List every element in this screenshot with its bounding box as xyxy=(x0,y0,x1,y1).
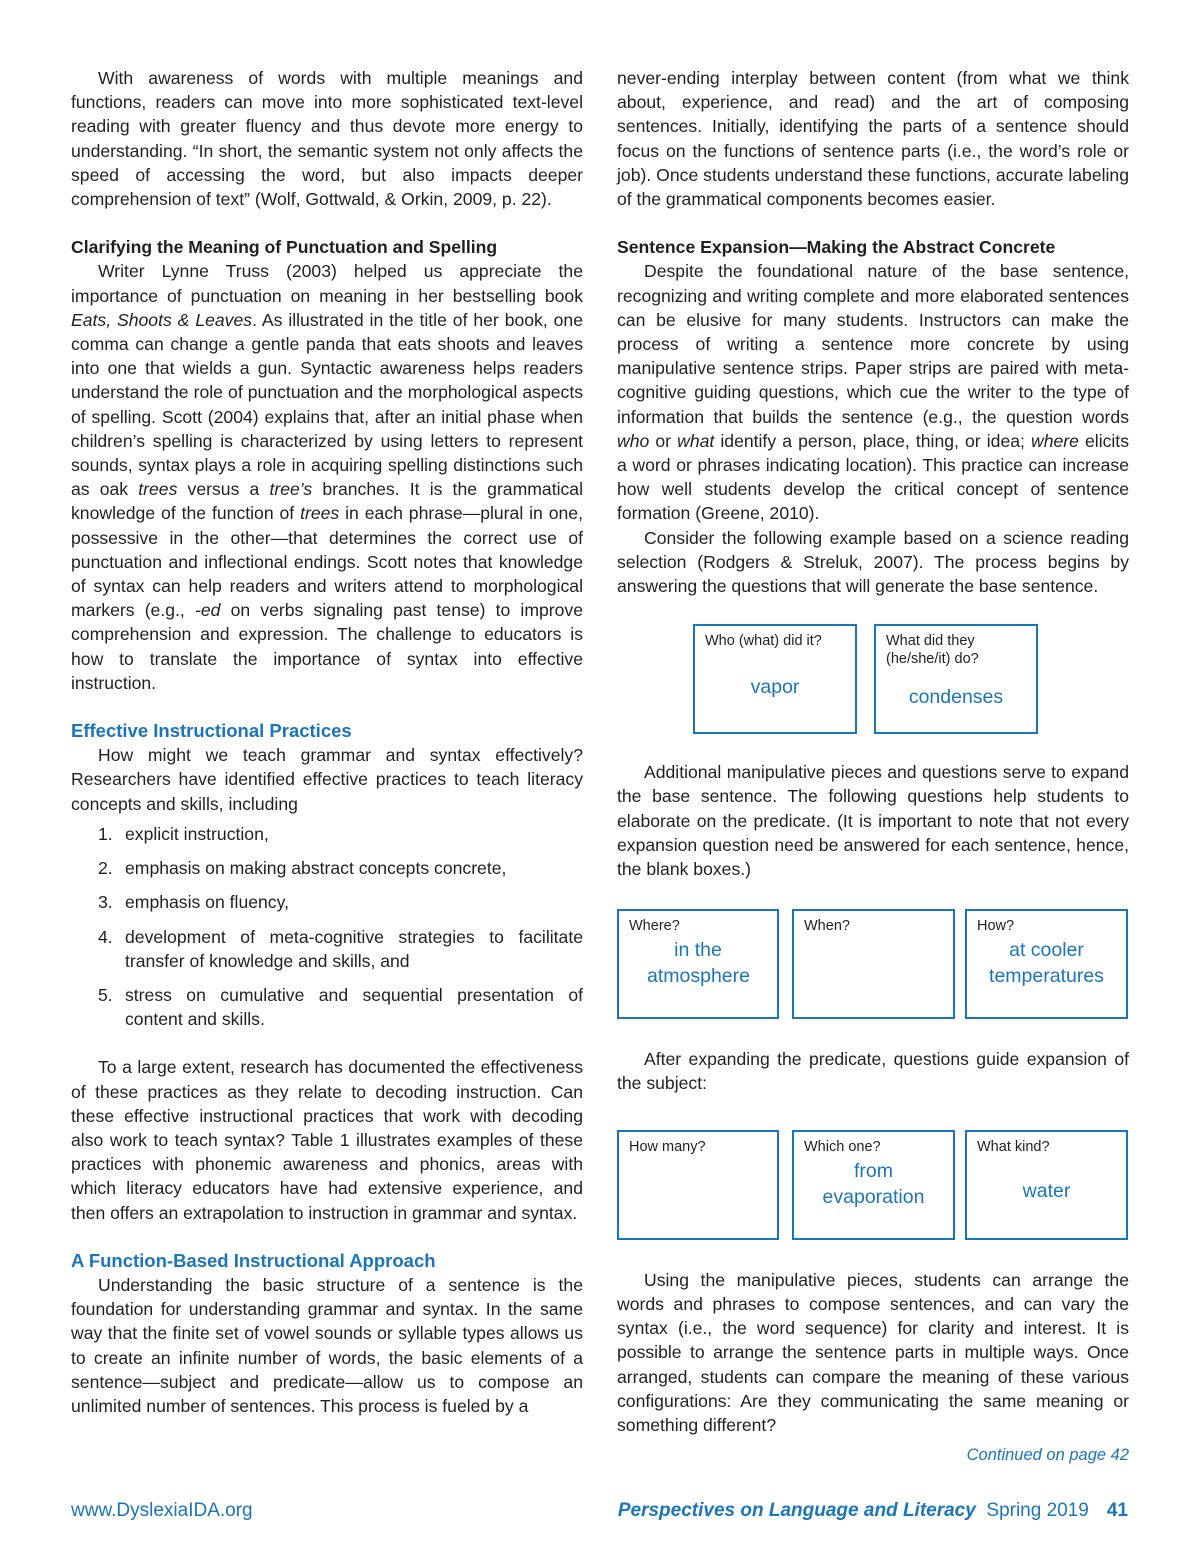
continued-note: Continued on page 42 xyxy=(966,1446,1129,1465)
section-heading: Sentence Expansion—Making the Abstract Concrete xyxy=(617,237,1056,258)
box-question: How many? xyxy=(629,1138,706,1155)
paragraph: Consider the following example based on a science reading selection (Rodgers & Streluk, 2007). The process begins by answering the questions that will generate the base sentence. xyxy=(617,527,1129,597)
paragraph: Writer Lynne Truss (2003) helped us appreciate the importance of punctuation on meaning in her bestselling book Eats, Shoots & Leaves. As illustrated in the title of her book, one comma can change a gentle panda that eats shoots and leaves into one that wields a gun. Syntactic awareness helps readers understand the role of punctuation and the morphological aspects of spelling. Scott (2004) explains that, after an initial phase when children’s spelling is characterized by using letters to represent sounds, syntax plays a role in acquiring spelling distinctions such as oak trees versus a tree’s branches. It is the grammatical knowledge of the function of trees in each phrase—plural in one, possessive in the other—that determines the correct use of punctuation and inflectional endings. Scott notes that knowledge of syntax can help readers and writers attend to morphological markers (e.g., -ed on verbs signaling past tense) to improve comprehension and expression. The challenge to educators is how to translate the importance of syntax into effective instruction. xyxy=(71,261,584,693)
practices-list xyxy=(71,822,583,1031)
paragraph: Understanding the basic structure of a sentence is the foundation for understanding grammar and syntax. In the same way that the finite set of vowel sounds or syllable types allows us to create an infinite number of words, the basic elements of a sentence—subject and predicate—allow us to compose an unlimited number of sentences. This process is fueled by a xyxy=(71,1274,583,1416)
right-column xyxy=(617,66,1129,1467)
box-question: Which one? xyxy=(804,1138,881,1155)
predicate-boxes xyxy=(617,909,1129,1047)
section-heading: A Function-Based Instructional Approach xyxy=(71,1249,436,1271)
journal-info: Perspectives on Language and Literacy Spring 2019 41 xyxy=(617,1500,1128,1521)
paragraph: How might we teach grammar and syntax effectively? Researchers have identified effective practices to teach literacy concepts and skills, including xyxy=(71,745,583,814)
paragraph: Additional manipulative pieces and questions serve to expand the base sentence. The following questions help students to elaborate on the predicate. (It is important to note that not every expansion question need be answered for each sentence, hence, the blank boxes.) xyxy=(617,762,1129,880)
box-question: Where? xyxy=(629,918,680,935)
box-question: What did they (he/she/it) do? xyxy=(886,633,979,668)
page-footer xyxy=(71,1500,1128,1528)
list-item: 2. emphasis on making abstract concepts concrete, xyxy=(98,858,507,879)
box-answer: in the atmosphere xyxy=(647,939,750,988)
box-answer: at cooler temperatures xyxy=(989,939,1104,988)
sentence-strip-box xyxy=(792,909,955,1019)
sentence-strip-box xyxy=(965,909,1128,1019)
box-answer: condenses xyxy=(908,686,1004,709)
subject-boxes xyxy=(617,1130,1129,1268)
list-item: 1. explicit instruction, xyxy=(98,823,269,844)
list-item: 5. stress on cumulative and sequential presentation of content and skills. xyxy=(98,984,583,1030)
website-link[interactable]: www.DyslexiaIDA.org xyxy=(71,1500,253,1521)
box-answer: water xyxy=(1022,1179,1071,1202)
sentence-strip-box xyxy=(617,909,779,1019)
box-answer: from evaporation xyxy=(822,1159,925,1208)
section-heading: Effective Instructional Practices xyxy=(71,720,352,742)
list-item: 4. development of meta-cognitive strategies to facilitate transfer of knowledge and skills, and xyxy=(98,926,583,971)
box-question: What kind? xyxy=(977,1138,1050,1155)
sentence-strip-box xyxy=(617,1130,779,1240)
base-sentence-boxes xyxy=(617,624,1129,760)
left-column xyxy=(71,66,583,1418)
sentence-strip-box xyxy=(874,624,1038,734)
section-heading: Clarifying the Meaning of Punctuation and Spelling xyxy=(71,237,498,258)
page-number: 41 xyxy=(1106,1500,1128,1521)
paragraph: Despite the foundational nature of the base sentence, recognizing and writing complete and more elaborated sentences can be elusive for many students. Instructors can make the process of writing a sentence more concrete by using manipulative sentence strips. Paper strips are paired with meta-cognitive guiding questions, which cue the writer to the type of information that builds the sentence (e.g., the question words who or what identify a person, place, thing, or idea; where elicits a word or phrases indicating location). This practice can increase how well students develop the critical concept of sentence formation (Greene, 2010). xyxy=(617,261,1129,524)
sentence-strip-box xyxy=(693,624,857,734)
box-question: Who (what) did it? xyxy=(705,633,822,650)
paragraph: never-ending interplay between content (from what we think about, experience, and read) and the art of composing sentences. Initially, identifying the parts of a sentence should focus on the functions of sentence parts (i.e., the word’s role or job). Once students understand these functions, accurate labeling of the grammatical components becomes easier. xyxy=(617,68,1129,210)
box-question: When? xyxy=(804,918,850,935)
paragraph: To a large extent, research has documented the effectiveness of these practices as they relate to decoding instruction. Can these effective instructional practices that work with decoding also work to teach syntax? Table 1 illustrates examples of these practices with phonemic awareness and phonics, areas with which literacy educators have had extensive experience, and then offers an extrapolation to instruction in grammar and syntax. xyxy=(71,1057,583,1223)
box-answer: vapor xyxy=(750,676,800,699)
sentence-strip-box xyxy=(792,1130,955,1240)
paragraph: Using the manipulative pieces, students can arrange the words and phrases to compose sentences, and can vary the syntax (i.e., the word sequence) for clarity and interest. It is possible to arrange the sentence parts in multiple ways. Once arranged, students can compare the meaning of these various configurations: Are they communicating the same meaning or something different? xyxy=(617,1269,1129,1435)
list-item: 3. emphasis on fluency, xyxy=(98,892,289,913)
paragraph: After expanding the predicate, questions guide expansion of the subject: xyxy=(617,1049,1129,1094)
paragraph: With awareness of words with multiple meanings and functions, readers can move into more sophisticated text-level reading with greater fluency and thus devote more energy to understanding. “In short, the semantic system not only affects the speed of accessing the word, but also impacts deeper comprehension of text” (Wolf, Gottwald, & Orkin, 2009, p. 22). xyxy=(71,68,583,210)
sentence-strip-box xyxy=(965,1130,1128,1240)
box-question: How? xyxy=(977,918,1015,935)
